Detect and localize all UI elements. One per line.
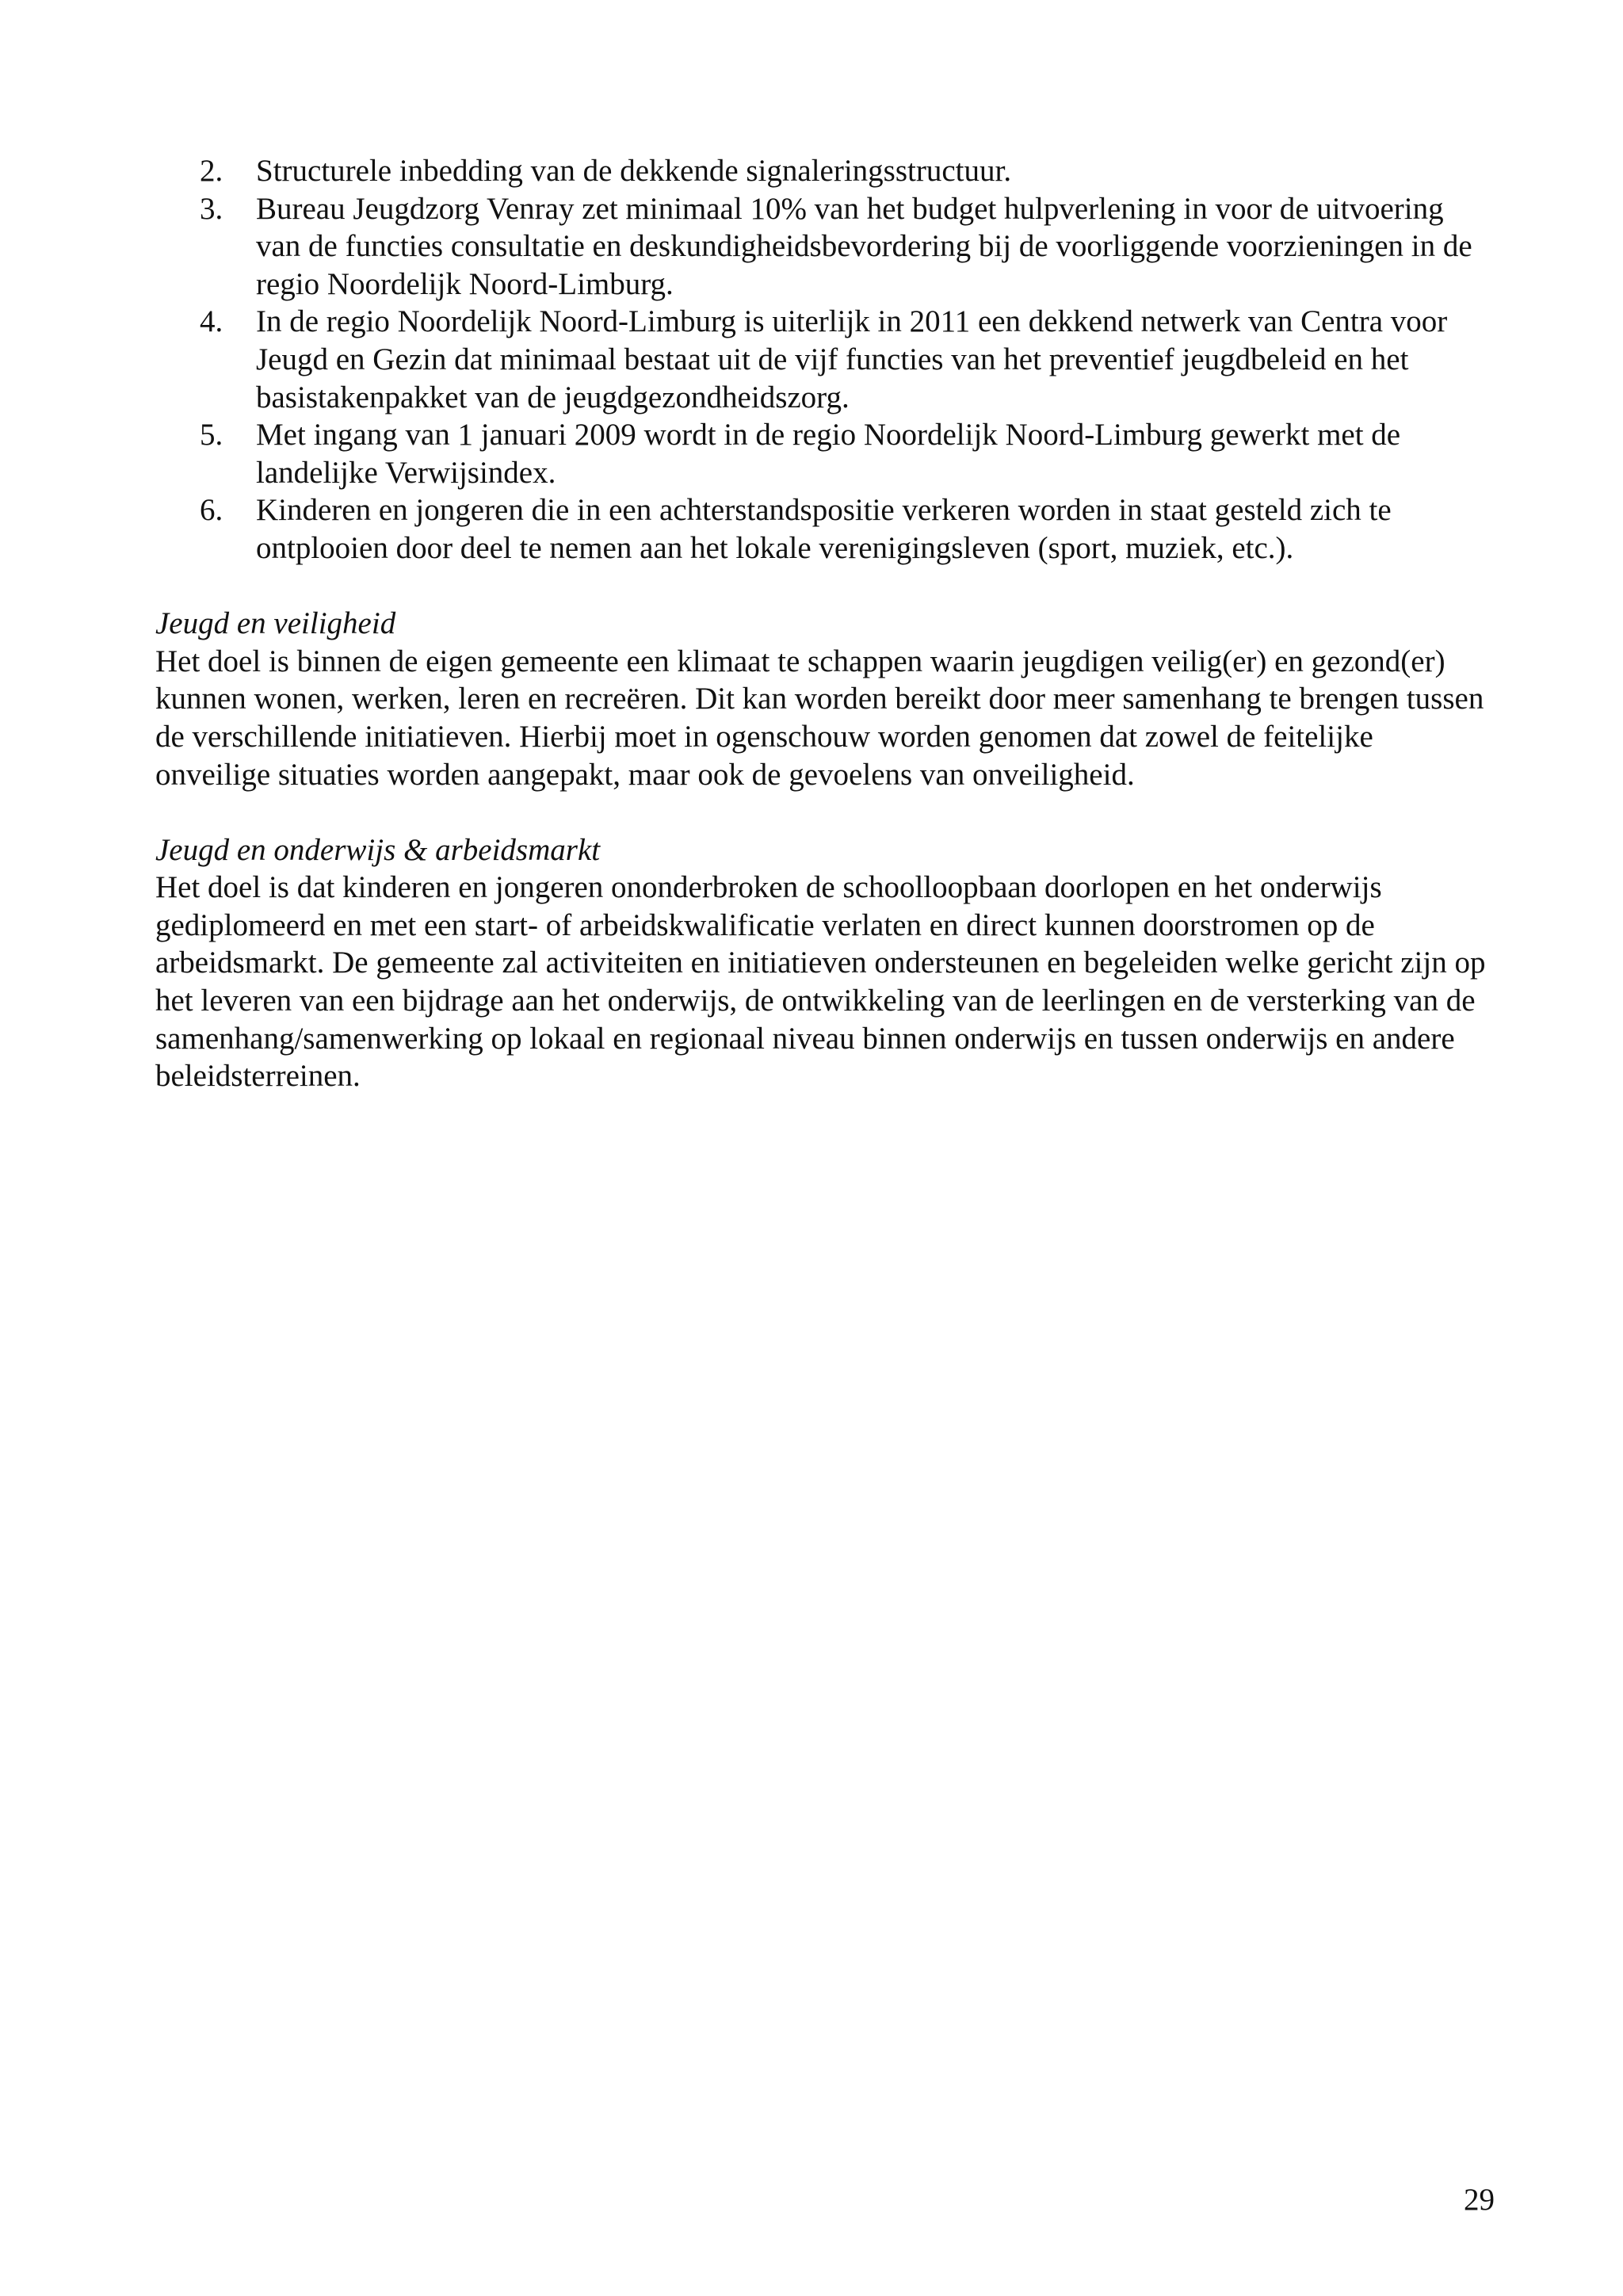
list-item-number: 6.	[200, 493, 223, 528]
list-item-text: Bureau Jeugdzorg Venray zet minimaal 10% van het budget hulpverlening in voor de uitvoering van de functies consultatie en deskundigheidsbevordering bij de voorliggende voorzieningen in de regio Noordelijk Noord-Limburg.	[256, 191, 1472, 301]
section-paragraph: Het doel is binnen de eigen gemeente een klimaat te schappen waarin jeugdigen veilig(er) en gezond(er) kunnen wonen, werken, leren en recreëren. Dit kan worden bereikt door meer samenhang te brengen tussen de verschillende initiatieven. Hierbij moet in ogenschouw worden genomen dat zowel de feitelijke onveilige situaties worden aangepakt, maar ook de gevoelens van onveiligheid.	[155, 644, 1484, 792]
section-youth-education-labour	[155, 831, 1495, 1095]
section-paragraph: Het doel is dat kinderen en jongeren ononderbroken de schoolloopbaan doorlopen en het onderwijs gediplomeerd en met een start- of arbeidskwalificatie verlaten en direct kunnen doorstromen op de arbeidsmarkt. De gemeente zal activiteiten en initiatieven ondersteunen en begeleiden welke gericht zijn op het leveren van een bijdrage aan het onderwijs, de ontwikkeling van de leerlingen en de versterking van de samenhang/samenwerking op lokaal en regionaal niveau binnen onderwijs en tussen onderwijs en andere beleidsterreinen.	[155, 870, 1486, 1094]
list-item	[155, 152, 1495, 190]
page-content	[155, 152, 1495, 1095]
page-number: 29	[1464, 2183, 1495, 2217]
list-item	[155, 491, 1495, 567]
goals-list	[155, 152, 1495, 567]
list-item-text: Met ingang van 1 januari 2009 wordt in de regio Noordelijk Noord-Limburg gewerkt met de landelijke Verwijsindex.	[256, 418, 1401, 490]
list-item-text: Structurele inbedding van de dekkende signaleringsstructuur.	[256, 154, 1012, 188]
list-item-number: 4.	[200, 304, 223, 339]
list-item	[155, 190, 1495, 304]
section-heading: Jeugd en onderwijs & arbeidsmarkt	[155, 832, 601, 867]
list-item-text: In de regio Noordelijk Noord-Limburg is uiterlijk in 2011 een dekkend netwerk van Centra voor Jeugd en Gezin dat minimaal bestaat uit de vijf functies van het preventief jeugdbeleid en het basistakenpakket van de jeugdgezondheidszorg.	[256, 304, 1448, 415]
list-item-text: Kinderen en jongeren die in een achterstandspositie verkeren worden in staat gesteld zich te ontplooien door deel te nemen aan het lokale verenigingsleven (sport, muziek, etc.).	[256, 493, 1392, 565]
list-item	[155, 303, 1495, 416]
list-item-number: 5.	[200, 418, 223, 453]
section-heading: Jeugd en veiligheid	[155, 606, 396, 641]
list-item-number: 3.	[200, 191, 223, 226]
list-item-number: 2.	[200, 154, 223, 188]
list-item	[155, 416, 1495, 491]
section-youth-safety	[155, 605, 1495, 793]
